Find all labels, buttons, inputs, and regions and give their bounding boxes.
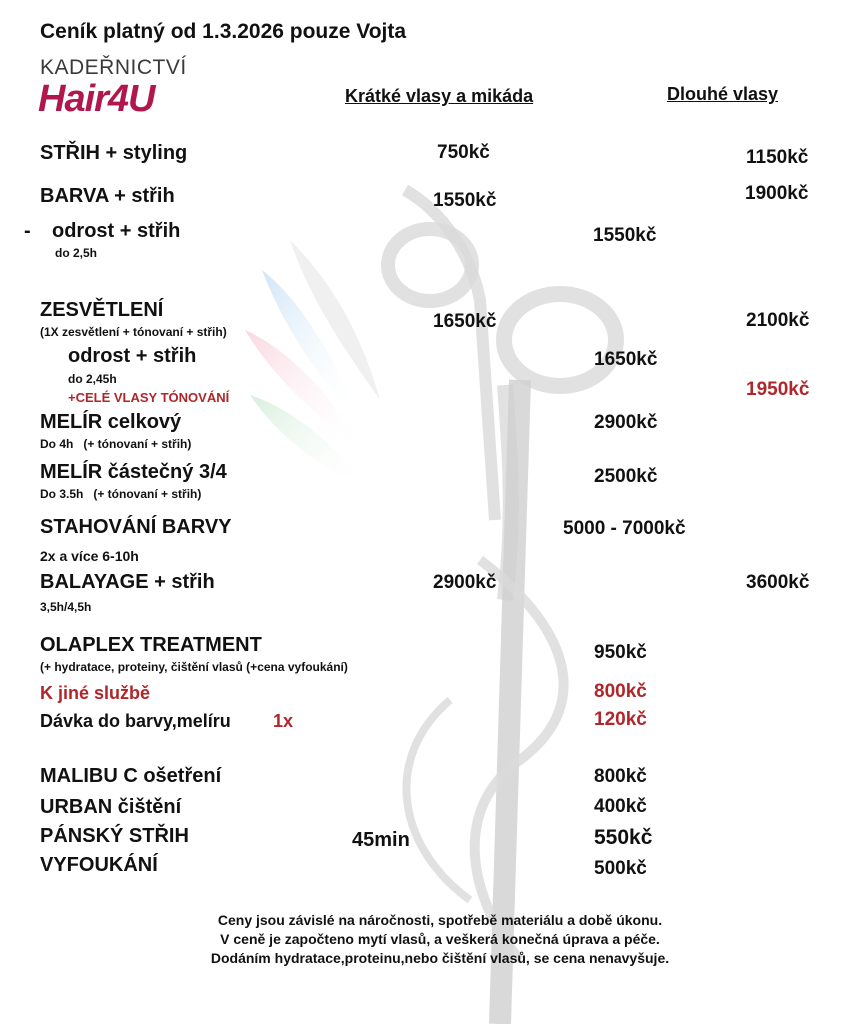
service-urban: URBAN čištění: [40, 796, 182, 818]
service-strih: STŘIH + styling: [40, 142, 188, 164]
price-strih-long: 1150kč: [746, 147, 809, 168]
price-balayage-short: 2900kč: [433, 572, 497, 593]
service-balayage: BALAYAGE + střih: [40, 571, 215, 593]
footer-line-3: Dodáním hydratace,proteinu,nebo čištění vlasů, se cena nenavyšuje.: [210, 950, 670, 966]
note-zesvetleni: (1X zesvětlení + tónovaní + střih): [40, 325, 227, 339]
column-header-short: Krátké vlasy a mikáda: [345, 86, 534, 106]
service-davka: Dávka do barvy,melíru: [40, 711, 231, 731]
duration-pansky: 45min: [352, 829, 410, 851]
price-balayage-long: 3600kč: [746, 572, 810, 593]
dash-marker: -: [24, 220, 31, 242]
note-stahovani: 2x a více 6-10h: [40, 548, 139, 564]
price-malibu: 800kč: [594, 766, 647, 787]
footer-line-1: Ceny jsou závislé na náročnosti, spotřebě materiálu a době úkonu.: [217, 912, 663, 928]
service-odrost-barva: odrost + střih: [52, 220, 181, 242]
price-barva-long: 1900kč: [745, 183, 809, 204]
price-zesvetleni-short: 1650kč: [433, 311, 497, 332]
price-vyfoukani: 500kč: [594, 858, 647, 879]
footer-line-2: V ceně je započteno mytí vlasů, a veškerá konečná úprava a péče.: [220, 931, 660, 947]
price-tonovani: 1950kč: [746, 379, 810, 400]
note-balayage: 3,5h/4,5h: [40, 600, 92, 614]
service-tonovani: +CELÉ VLASY TÓNOVÁNÍ: [68, 390, 230, 405]
price-melir-castecny: 2500kč: [594, 466, 658, 487]
price-odrost-zesvetleni: 1650kč: [594, 349, 658, 370]
service-zesvetleni: ZESVĚTLENÍ: [40, 299, 164, 321]
price-pansky: 550kč: [594, 826, 653, 849]
qty-davka: 1x: [273, 711, 294, 731]
feather-icon: [245, 240, 380, 490]
price-melir-celkovy: 2900kč: [594, 412, 658, 433]
service-vyfoukani: VYFOUKÁNÍ: [40, 854, 158, 876]
price-barva-short: 1550kč: [433, 190, 497, 211]
note-odrost-zesvetleni: do 2,45h: [68, 372, 117, 386]
scissors-icon: [388, 190, 616, 1024]
price-olaplex: 950kč: [594, 642, 647, 663]
service-melir-celkovy: MELÍR celkový: [40, 411, 182, 433]
price-odrost-barva: 1550kč: [593, 225, 657, 246]
price-stahovani: 5000 - 7000kč: [563, 518, 686, 539]
service-jine: K jiné službě: [40, 683, 151, 703]
service-melir-castecny: MELÍR částečný 3/4: [40, 461, 227, 483]
price-davka: 120kč: [594, 709, 647, 730]
service-odrost-zesvetleni: odrost + střih: [68, 345, 197, 367]
note-odrost-barva: do 2,5h: [55, 246, 98, 260]
price-zesvetleni-long: 2100kč: [746, 310, 810, 331]
price-urban: 400kč: [594, 796, 647, 817]
service-malibu: MALIBU C ošetření: [40, 765, 222, 787]
service-olaplex: OLAPLEX TREATMENT: [40, 634, 262, 656]
note-melir-castecny: Do 3.5h (+ tónovaní + střih): [40, 487, 202, 501]
service-pansky: PÁNSKÝ STŘIH: [40, 825, 189, 847]
service-stahovani: STAHOVÁNÍ BARVY: [40, 516, 232, 538]
price-jine: 800kč: [594, 681, 647, 702]
service-barva: BARVA + střih: [40, 185, 175, 207]
footer-note: [130, 911, 750, 968]
price-strih-short: 750kč: [437, 142, 490, 163]
note-melir-celkovy: Do 4h (+ tónovaní + střih): [40, 437, 192, 451]
brand-label: KADEŘNICTVÍ: [40, 56, 187, 79]
note-olaplex: (+ hydratace, proteiny, čištění vlasů (+cena vyfoukání): [40, 660, 348, 674]
column-header-long: Dlouhé vlasy: [667, 84, 779, 104]
brand-logo: Hair4U: [38, 78, 155, 120]
page-title: Ceník platný od 1.3.2026 pouze Vojta: [40, 20, 407, 43]
